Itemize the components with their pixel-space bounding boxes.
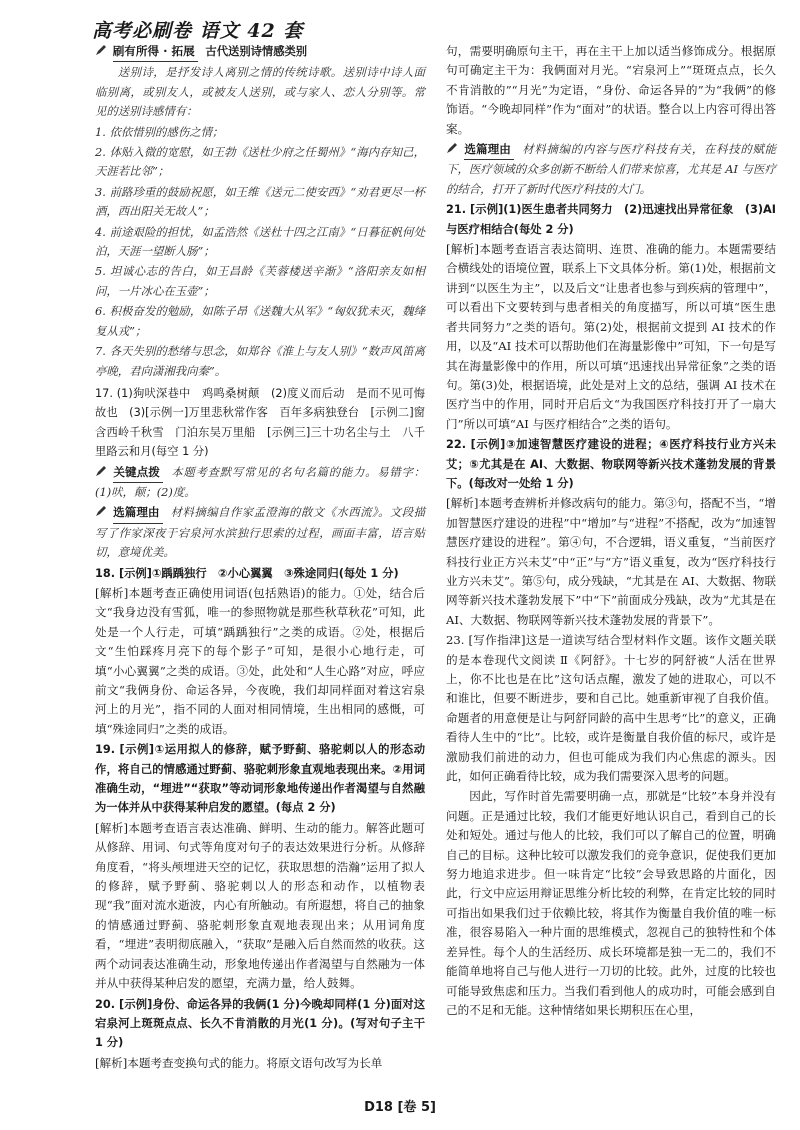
expand-item-4: 4. 前途艰险的担忧，如孟浩然《送杜十四之江南》“日暮征帆何处泊，天涯一望断人肠”； <box>95 224 425 259</box>
book-title: 高考必刷卷 语文 42 套 <box>92 20 304 42</box>
expand-item-7: 7. 各天失别的愁绪与思念，如郑谷《淮上与友人别》“数声风笛离亭晚，君向潇湘我向秦”。 <box>95 344 425 378</box>
pencil-icon <box>95 465 107 477</box>
tag-selection-reason-text: 材料摘编自作家孟澄海的散文《水西流》。文段描写了作家深夜于宕泉河水滨独行思索的过程，画面丰富，语言贴切，意境优美。 <box>95 505 425 560</box>
pencil-icon <box>95 44 107 56</box>
q18-answer: 18. [示例]①踽踽独行 ②小心翼翼 ③殊途同归(每处 1 分) <box>95 566 399 580</box>
q19-answer: 19. [示例]①运用拟人的修辞，赋予野蓟、骆驼刺以人的形态动作，将自己的情感通过野蓟、骆驼刺形象直观地表现出来。②用词准确生动，“埋进”“获取”等动词形象地传递出作者渴望与自然融为一体并从中获得某种启发的愿望。(每点 2 分) <box>95 743 425 815</box>
q17-answer: 17. (1)狗吠深巷中 鸡鸣桑树颠 (2)度义而后动 是而不见可悔故也 (3)[示例一]万里悲秋常作客 百年多病独登台 [示例二]窗含西岭千秋雪 门泊东吴万里船 [示例三]三十功名尘与土 八千里路云和月(每空 1 分) <box>95 386 425 459</box>
q20-analysis-continued: 句，需要明确原句主干，再在主干上加以适当修饰成分。根据原句可确定主干为：我俩面对月光。“宕泉河上”“斑斑点点，长久不肯消散的”“月光”为定语，“身份、命运各异的”为“我俩”的修饰语。“今晚却同样”作为“面对”的状语。整合以上内容可得出答案。 <box>446 44 776 136</box>
tag-key-point-label: 关键点拨 <box>113 463 162 483</box>
expand-item-3: 3. 前路珍重的鼓励祝愿，如王维《送元二使安西》“劝君更尽一杯酒，西出阳关无故人”； <box>95 184 425 219</box>
tag-selection-reason-label: 选篇理由 <box>113 503 162 523</box>
q19-analysis: [解析]本题考查语言表达准确、鲜明、生动的能力。解答此题可从修辞、用词、句式等角度对句子的表达效果进行分析。从修辞角度看，“将头颅埋进天空的记忆，获取思想的浩瀚”运用了拟人的修辞，赋予野蓟、骆驼刺以人的形态和动作，以植物表现“我”面对流水逝波，内心有所触动。有所遐想，将自己的抽象的情感通过野蓟、骆驼刺形象直观地表现出来；从用词角度看，“埋进”表明彻底融入，“获取”是融入后自然而然的收获。这两个动词表达准确生动，形象地传递出作者渴望与自然融为一体并从中获得某种启发的愿望，充满力量，给人鼓舞。 <box>95 820 425 991</box>
page-number: D18 [卷 5] <box>364 1100 436 1115</box>
tag-expand-label: 刷有所得 · 拓展 <box>113 42 198 62</box>
q20-answer: 20. [示例]身份、命运各异的我俩(1 分)今晚却同样(1 分)面对这宕泉河上斑斑点点、长久不肯消散的月光(1 分)。(写对句子主干 1 分) <box>95 997 425 1050</box>
q22-analysis: [解析]本题考查辨析并修改病句的能力。第③句，搭配不当，“增加智慧医疗建设的进程”中“增加”与“进程”不搭配，改为“加速智慧医疗建设的进程”。第④句，不合逻辑，语义重复，“当前医疗科技行业正方兴未艾”中“正”与“方”语义重复，改为“医疗科技行业方兴未艾”。第⑤句，成分残缺，“尤其是在 AI、大数据、物联网等新兴技术蓬勃发展下”中“下”前面成分残缺，改为“尤其是在 AI、大数据、物联网等新兴技术蓬勃发展的背景下”。 <box>446 496 776 627</box>
pencil-icon <box>95 505 107 517</box>
tag-expand <box>95 42 425 62</box>
tag-expand-title: 古代送别诗情感类别 <box>205 45 308 58</box>
tag-selection-reason-text: 材料摘编的内容与医疗科技有关，在科技的赋能下，医疗领域的众多创新不断给人们带来惊喜，尤其是 AI 与医疗的结合，打开了新时代医疗科技的大门。 <box>446 142 776 196</box>
tag-selection-reason-2 <box>446 140 776 199</box>
expand-intro: 送别诗，是抒发诗人离别之情的传统诗歌。送别诗中诗人面临别离，或别友人，或被友人送别，或与家人、恋人分别等。常见的送别诗感情有： <box>95 65 425 119</box>
tag-key-point <box>95 463 425 503</box>
pencil-icon <box>446 142 458 154</box>
q21-analysis: [解析]本题考查语言表达简明、连贯、准确的能力。本题需要结合横线处的语境位置，联系上下文具体分析。第(1)处，根据前文讲到“以医生为主”，以及后文“让患者也参与到疾病的管理中”，可以看出下文要转到与患者相关的角度描写，所以可填“医生患者共同努力”之类的语句。第(2)处，根据前文提到 AI 技术的作用，以及“AI 技术可以帮助他们在海量影像中”可知，下一句是写其在海量影像中的作用，所以可填“迅速找出异常征象”之类的语句。第(3)处，根据语境，此处是对上文的总结，强调 AI 技术在医疗当中的作用，同时开启后文“为我国医疗科技打开了一扇大门”所以可填“AI 与医疗相结合”之类的语句。 <box>446 242 776 431</box>
tag-selection-reason-label: 选篇理由 <box>464 140 513 160</box>
q20-analysis: [解析]本题考查变换句式的能力。将原文语句改写为长单 <box>95 1055 383 1070</box>
expand-item-2: 2. 体贴入微的宽慰，如王勃《送杜少府之任蜀州》“海内存知己，天涯若比邻”； <box>95 145 425 179</box>
right-column <box>446 42 776 1021</box>
q21-answer: 21. [示例](1)医生患者共同努力 (2)迅速找出异常征象 (3)AI 与医疗相结合(每处 2 分) <box>446 203 776 236</box>
left-column <box>95 42 425 1074</box>
expand-item-6: 6. 积极奋发的勉励，如陈子昂《送魏大从军》“匈奴犹未灭，魏绛复从戎”； <box>95 304 425 338</box>
q23-body: 因此，写作时首先需要明确一点，那就是“比较”本身并没有问题。正是通过比较，我们才能更好地认识自己，看到自己的长处和短处。通过与他人的比较，我们可以了解自己的位置，明确自己的目标。这种比较可以激发我们的竞争意识，促使我们更加努力地追求进步。但一味肯定“比较”会导致思路的片面化，因此，行文中应运用辩证思维分析比较的利弊，在肯定比较的同时可指出如果我们过于依赖比较，将其作为衡量自我价值的唯一标准，很容易陷入一种片面的思维模式，忽视自己的独特性和个体差异性。每个人的生活经历、成长环境都是独一无二的，我们不能简单地将自己与他人进行一刀切的比较。此外，过度的比较也可能导致焦虑和压力。当我们看到他人的成功时，可能会感到自己的不足和无能。这种情绪如果长期积压在心里， <box>446 789 776 1017</box>
tag-selection-reason-1 <box>95 503 425 562</box>
q23-intro: 23. [写作指津]这是一道读写结合型材料作文题。该作文题关联的是本卷现代文阅读 Ⅱ《阿舒》。十七岁的阿舒被“人活在世界上，你不比也是在比”这句话点醒，激发了她的进取心，可以不和谁比，但要不断进步，要和自己比。她重新审视了自我价值。命题者的用意便是让与阿舒同龄的高中生思考“比”的意义，正确看待人生中的“比”。比较，或许是衡量自我价值的标尺，或许是激励我们前进的动力，但也可能成为我们内心焦虑的源头。因此，如何正确看待比较，成为我们需要深入思考的问题。 <box>446 633 776 784</box>
expand-item-5: 5. 坦诚心志的告白，如王昌龄《芙蓉楼送辛渐》“洛阳亲友如相问，一片冰心在玉壶”； <box>95 264 425 298</box>
q22-answer: 22. [示例]③加速智慧医疗建设的进程；④医疗科技行业方兴未艾；⑤尤其是在 AI、大数据、物联网等新兴技术蓬勃发展的背景下。(每改对一处给 1 分) <box>446 438 776 490</box>
q18-analysis: [解析]本题考查正确使用词语(包括熟语)的能力。①处，结合后文“我身边没有雪狐，唯一的参照物就是那些秋草秋花”可知，此处是一个人行走，可填“踽踽独行”之类的成语。②处，根据后文“生怕踩疼月亮下的每个影子”可知，是很小心地行走，可填“小心翼翼”之类的成语。③处，此处和“人生心路”对应，呼应前文“我俩身份、命运各异，今夜晚，我们却同样面对着这宕泉河上的月光”，指不同的人面对相同情境，生出相同的感慨，可填“殊途同归”之类的成语。 <box>95 585 425 736</box>
expand-item-1: 1. 依依惜别的感伤之情； <box>95 124 224 139</box>
tag-key-point-text: 本题考查默写常见的名句名篇的能力。易错字：(1)吠，颠；(2)度。 <box>95 464 425 499</box>
